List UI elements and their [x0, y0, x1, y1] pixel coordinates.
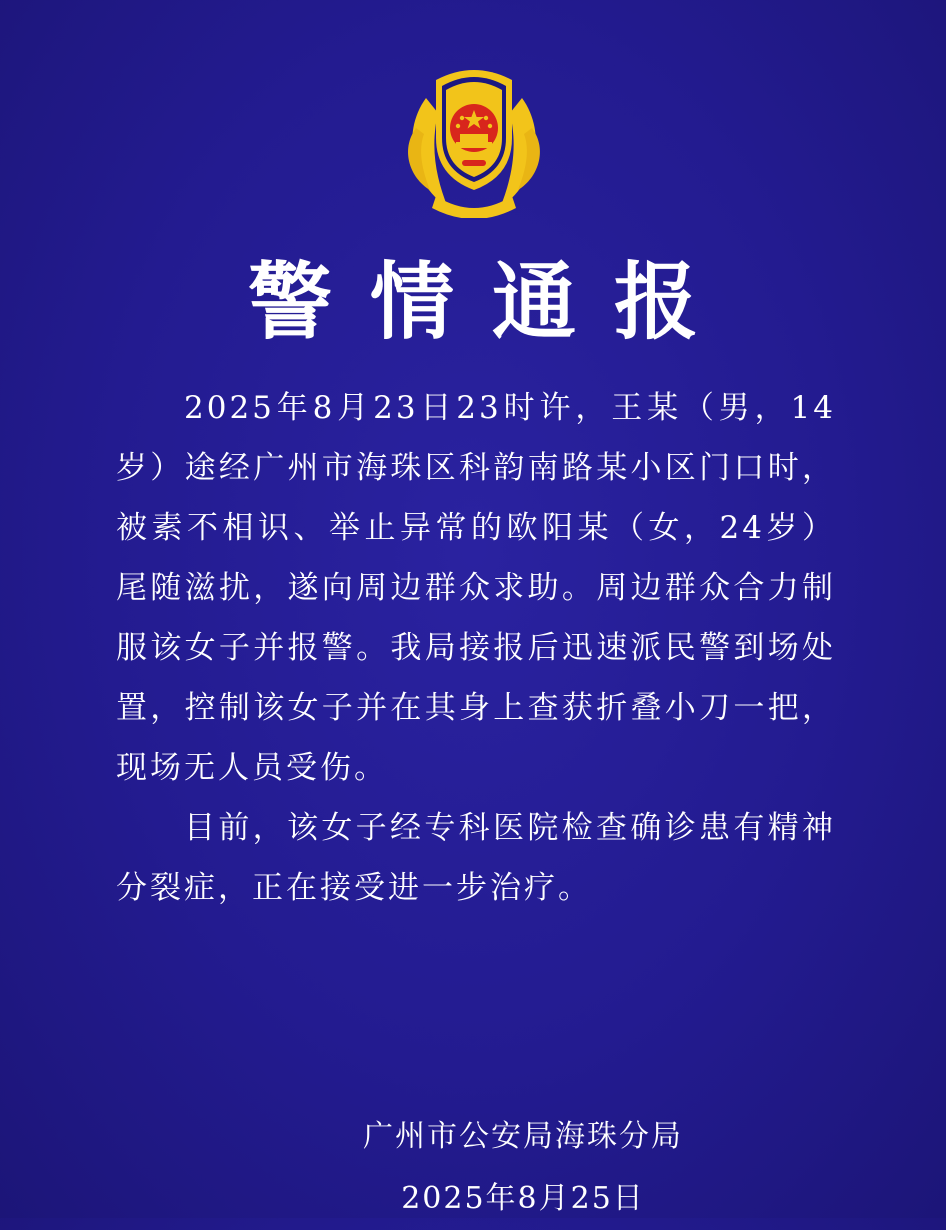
- issuer-name: 广州市公安局海珠分局: [363, 1119, 683, 1154]
- notice-signature: [0, 1106, 946, 1230]
- notice-paragraph: 目前，该女子经专科医院检查确诊患有精神分裂症，正在接受进一步治疗。: [116, 810, 836, 906]
- issue-date: 2025年8月25日: [401, 1181, 645, 1216]
- notice-title: 警情通报: [247, 253, 736, 351]
- notice-body: [116, 378, 836, 918]
- police-emblem-icon: [396, 58, 552, 218]
- notice-paragraph: 2025年8月23日23时许，王某（男，14岁）途经广州市海珠区科韵南路某小区门口时，被素不相识、举止异常的欧阳某（女，24岁）尾随滋扰，遂向周边群众求助。周边群众合力制服该女子并报警。我局接报后迅速派民警到场处置，控制该女子并在其身上查获折叠小刀一把，现场无人员受伤。: [116, 390, 836, 786]
